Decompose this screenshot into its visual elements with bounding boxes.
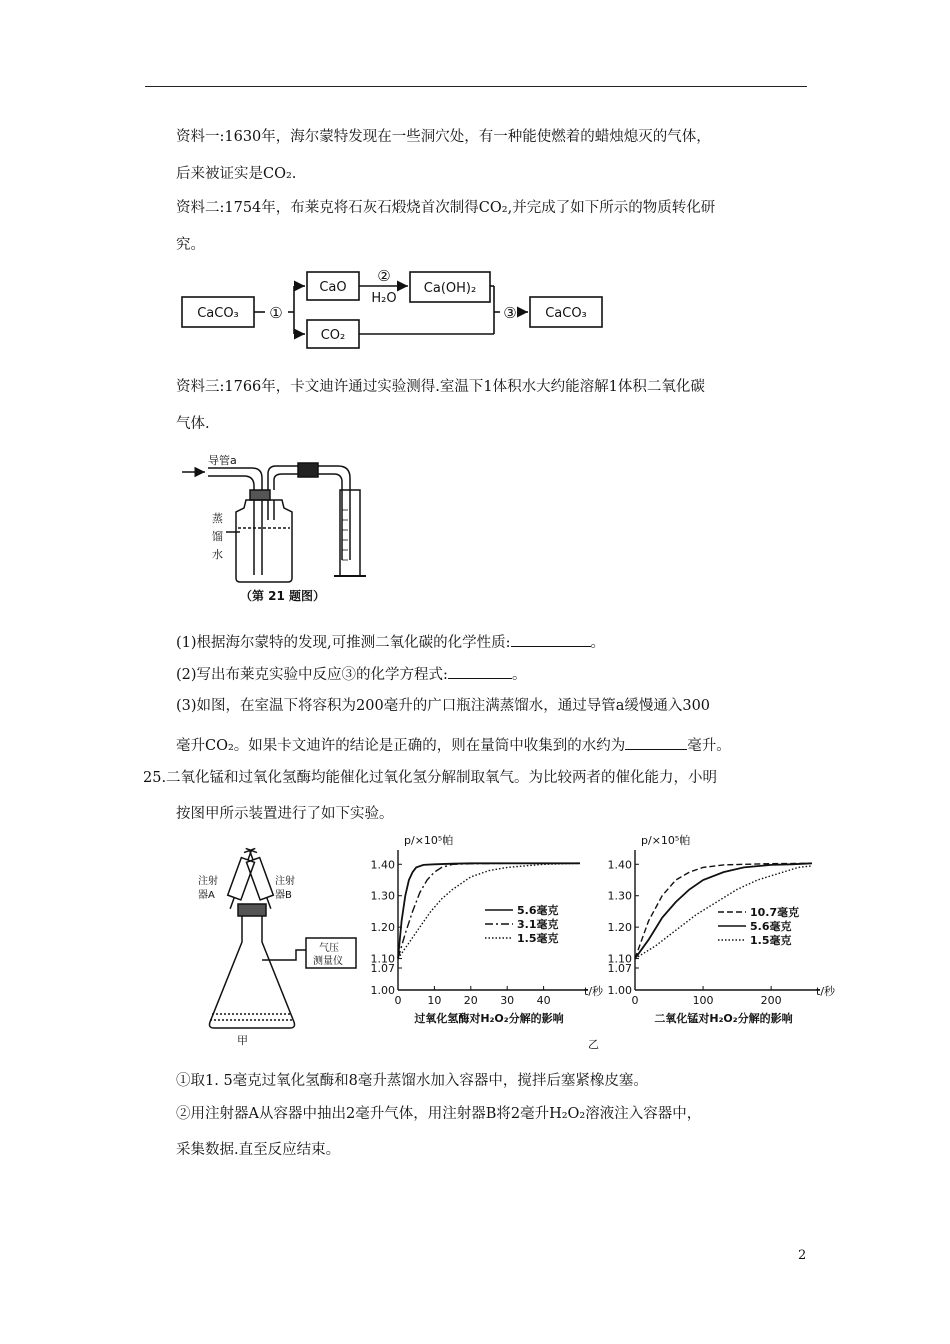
y-tick-label: 1.10: [370, 952, 395, 966]
material3-line2: 气体.: [176, 416, 210, 432]
flow-co2: CO₂: [320, 328, 346, 343]
figure-yi-caption: 乙: [588, 1038, 599, 1051]
y-tick-label: 1.10: [607, 952, 632, 966]
water-label-1: 蒸: [212, 512, 223, 525]
question-3-line2: 毫升CO₂。如果卡文迪许的结论是正确的，则在量筒中收集到的水约为 毫升。: [176, 735, 731, 755]
x-tick-label: 30: [500, 994, 515, 1007]
legend-label-1: 3.1毫克: [517, 918, 559, 931]
step-2-line2: 采集数据.直至反应结束。: [176, 1142, 341, 1158]
y-tick-label: 1.30: [607, 889, 632, 903]
x-tick-label: 0: [394, 994, 402, 1007]
legend-label-0: 10.7毫克: [750, 906, 800, 919]
question-3-line1: (3)如图，在室温下将容积为200毫升的广口瓶注满蒸馏水，通过导管a缓慢通入300: [176, 698, 711, 714]
y-axis-label: p/×10⁵帕: [641, 834, 691, 847]
x-tick-label: 200: [760, 994, 782, 1007]
flow-start-caco3: CaCO₃: [197, 306, 239, 321]
material1-line1: 资料一:1630年，海尔蒙特发现在一些洞穴处，有一种能使燃着的蜡烛熄灭的气体，: [176, 129, 711, 145]
x-axis-label: t/秒: [584, 985, 604, 998]
legend-label-2: 1.5毫克: [750, 934, 792, 947]
figure-jia-caption: 甲: [237, 1034, 248, 1047]
y-tick-label: 1.07: [607, 962, 632, 975]
chart-title: 过氧化氢酶对H₂O₂分解的影响: [414, 1012, 564, 1025]
material3-line1: 资料三:1766年，卡文迪许通过实验测得.室温下1体积水大约能溶解1体积二氧化碳: [176, 379, 705, 395]
flow-step2: ②: [377, 267, 391, 285]
question-1: (1)根据海尔蒙特的发现,可推测二氧化碳的化学性质: 。: [176, 632, 605, 652]
y-tick-label: 1.00: [370, 984, 395, 997]
flow-step3: ③: [503, 304, 517, 322]
x-tick-label: 20: [463, 994, 478, 1007]
y-tick-label: 1.07: [370, 962, 395, 975]
water-label-3: 水: [212, 548, 223, 561]
legend-label-1: 5.6毫克: [750, 920, 792, 933]
y-axis-label: p/×10⁵帕: [404, 834, 454, 847]
material2-line1: 资料二:1754年，布莱克将石灰石煅烧首次制得CO₂,并完成了如下所示的物质转化研: [176, 200, 716, 216]
x-axis-label: t/秒: [816, 985, 836, 998]
apparatus-caption: （第 21 题图）: [240, 589, 326, 603]
x-tick-label: 100: [692, 994, 714, 1007]
question-2: (2)写出布莱克实验中反应③的化学方程式: 。: [176, 664, 526, 684]
chart-2-group: [608, 833, 837, 1025]
flow-water: H₂O: [371, 291, 397, 306]
water-label-2: 馏: [212, 530, 223, 543]
pressure-meter-label-2: 测量仪: [313, 956, 343, 967]
q25-line1: 25.二氧化锰和过氧化氢酶均能催化过氧化氢分解制取氧气。为比较两者的催化能力，小明: [143, 770, 718, 786]
x-tick-label: 0: [631, 994, 639, 1007]
material2-line2: 究。: [176, 237, 205, 253]
pressure-meter-label-1: 气压: [319, 943, 339, 954]
material1-line2: 后来被证实是CO₂.: [176, 166, 297, 182]
step-1: ①取1. 5毫克过氧化氢酶和8毫升蒸馏水加入容器中，搅拌后塞紧橡皮塞。: [176, 1073, 648, 1089]
chart-title: 二氧化锰对H₂O₂分解的影响: [654, 1012, 793, 1025]
y-tick-label: 1.40: [607, 858, 632, 872]
flow-step1: ①: [269, 304, 283, 322]
y-tick-label: 1.20: [607, 921, 632, 935]
flow-cao: CaO: [319, 280, 347, 295]
page-number: 2: [798, 1248, 807, 1263]
x-tick-label: 40: [536, 994, 551, 1007]
step-2-line1: ②用注射器A从容器中抽出2毫升气体，用注射器B将2毫升H₂O₂溶液注入容器中，: [176, 1106, 702, 1122]
legend-label-0: 5.6毫克: [517, 904, 559, 917]
y-tick-label: 1.30: [370, 889, 395, 903]
y-tick-label: 1.20: [370, 921, 395, 935]
y-tick-label: 1.40: [370, 858, 395, 872]
y-tick-label: 1.00: [607, 984, 632, 997]
q25-line2: 按图甲所示装置进行了如下实验。: [176, 806, 394, 822]
flow-caoh2: Ca(OH)₂: [423, 281, 477, 296]
tube-a-label: 导管a: [208, 454, 237, 467]
syringe-b-label-2: 器B: [275, 890, 292, 901]
x-tick-label: 10: [427, 994, 442, 1007]
syringe-a-label-2: 器A: [198, 890, 215, 901]
flow-end-caco3: CaCO₃: [545, 306, 587, 321]
syringe-b-label-1: 注射: [275, 876, 295, 887]
syringe-a-label-1: 注射: [198, 876, 218, 887]
legend-label-2: 1.5毫克: [517, 932, 559, 945]
